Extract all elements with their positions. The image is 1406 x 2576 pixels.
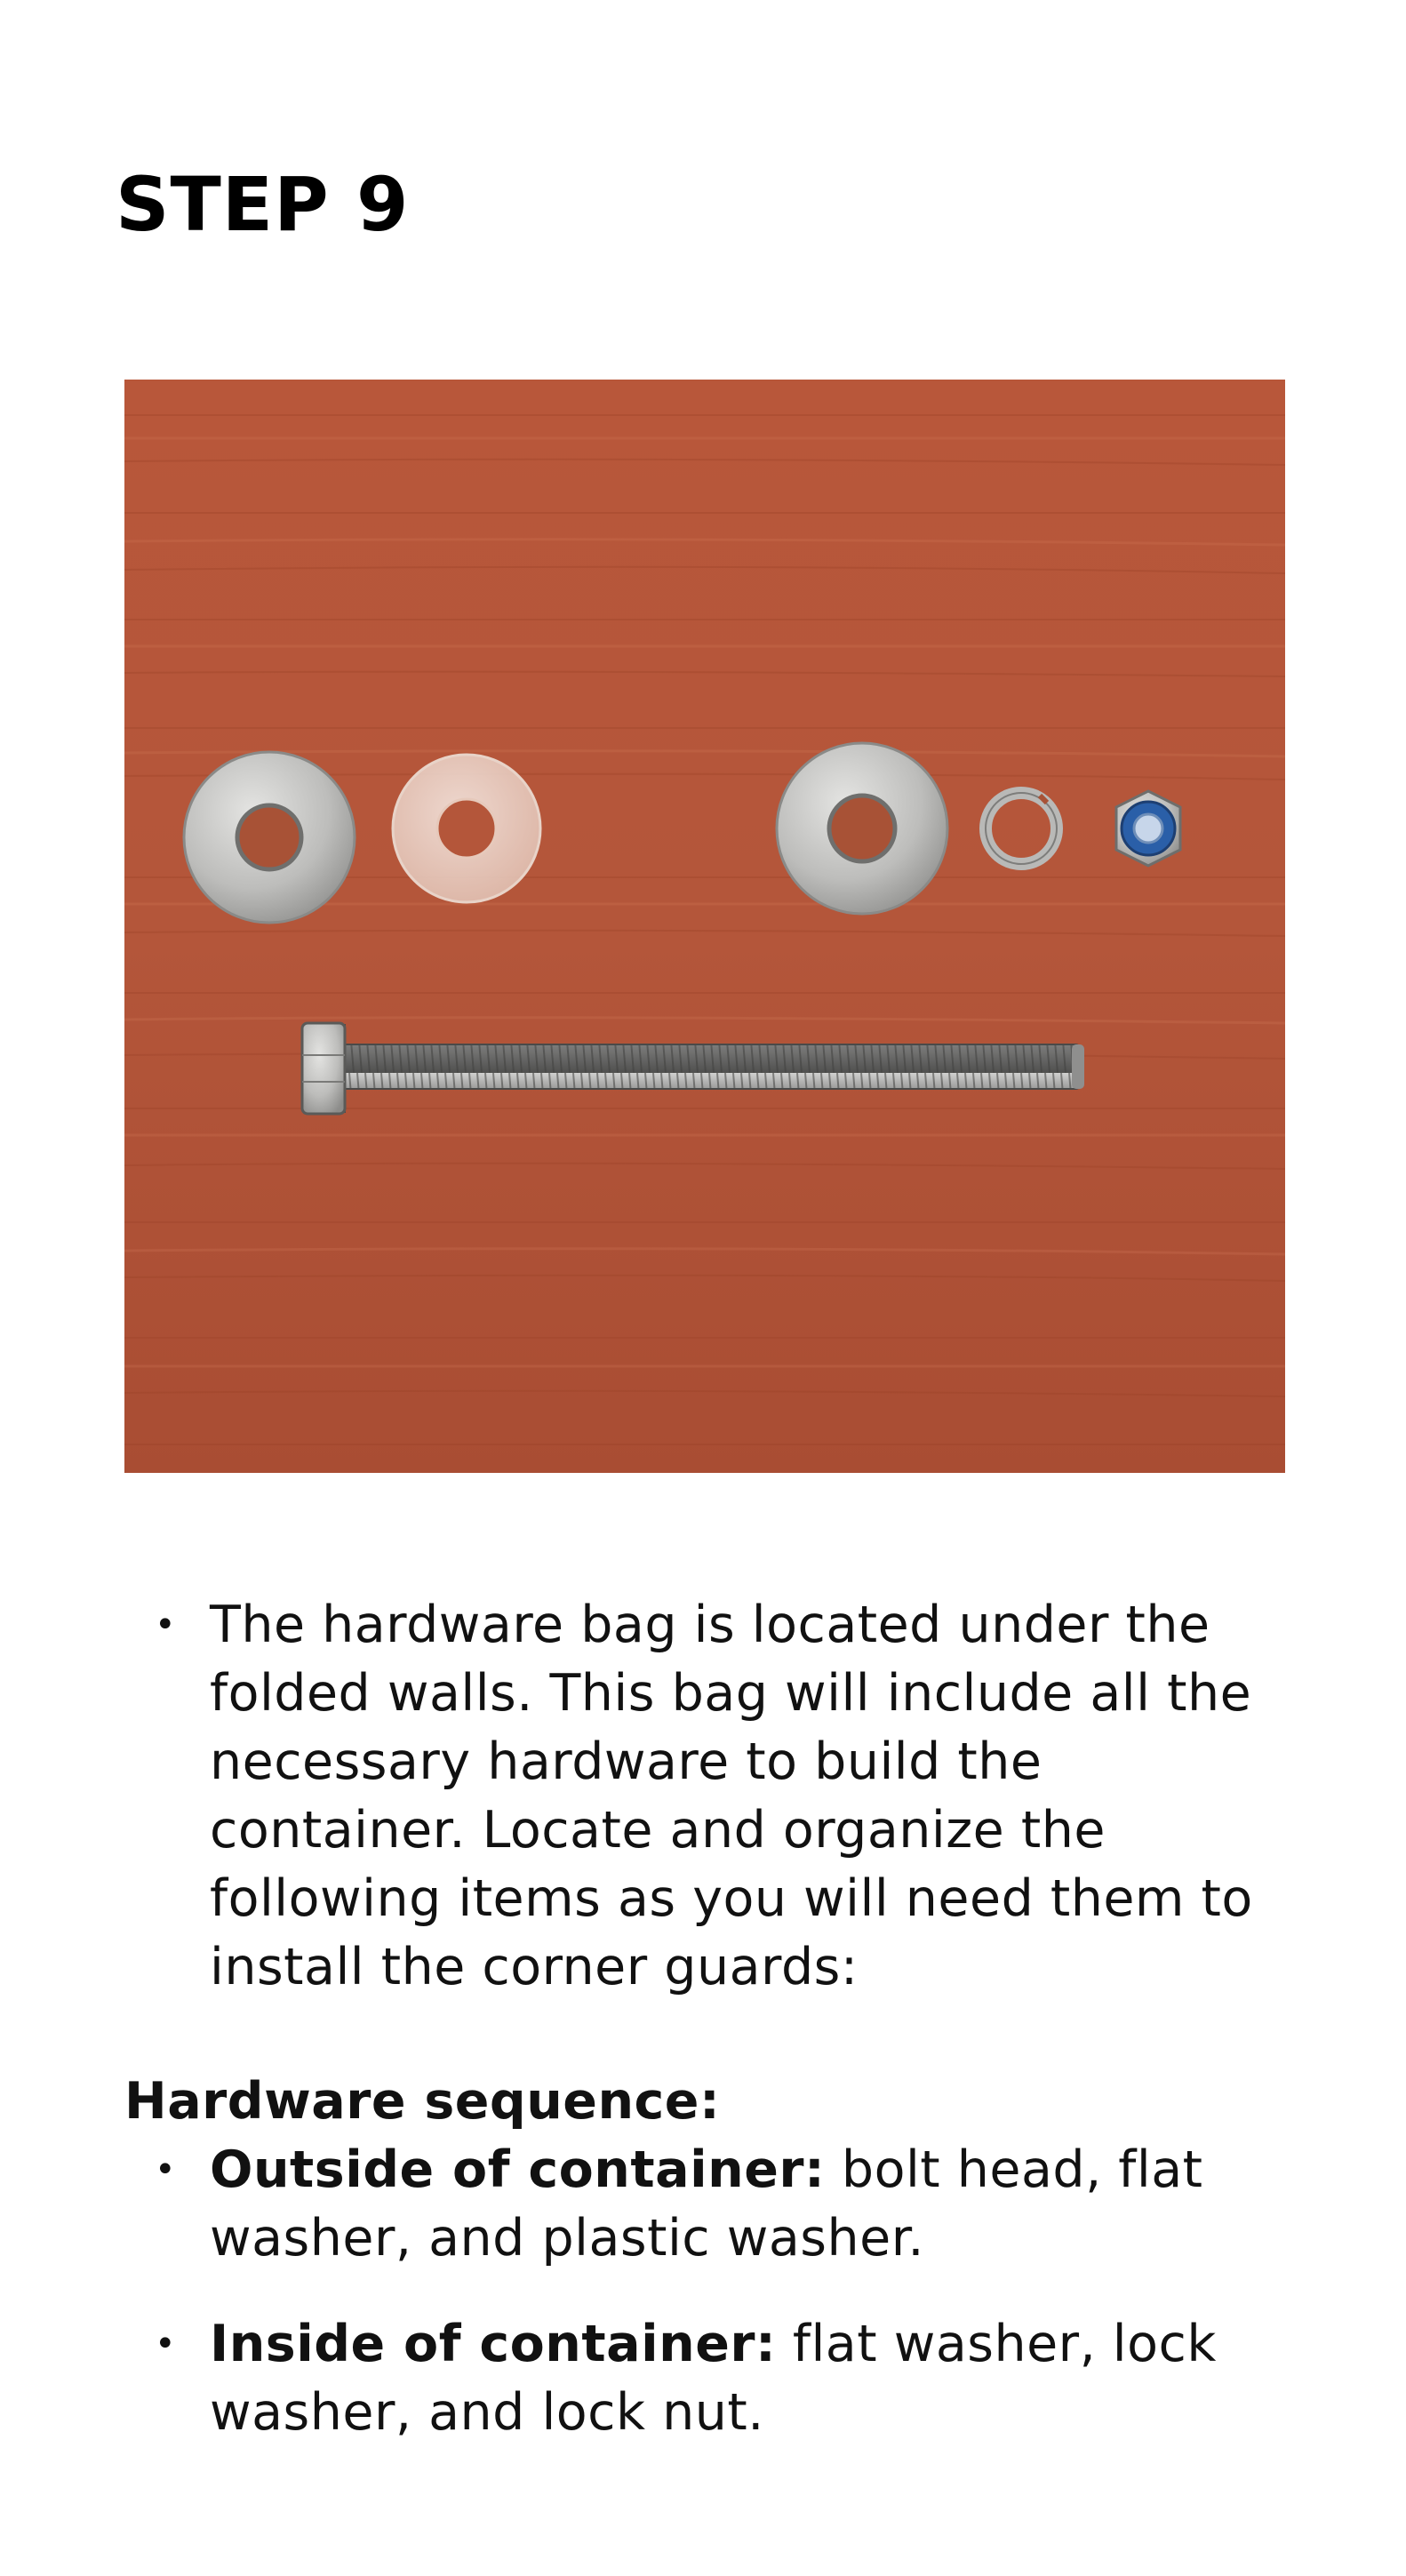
sequence-item-text: bolt head, flat washer, and plastic washer. [210, 2140, 1203, 2268]
flat-washer-outside [184, 752, 355, 923]
sequence-item-label: Inside of container: [210, 2315, 777, 2373]
flat-washer-inside [777, 743, 947, 914]
sequence-item-label: Outside of container: [210, 2140, 826, 2199]
sequence-heading: Hardware sequence: [124, 2072, 721, 2131]
lock-nut [1116, 791, 1180, 866]
bullet-icon: • [155, 2149, 177, 2190]
step-title: STEP 9 [116, 161, 410, 248]
bullet-icon: • [155, 2324, 177, 2364]
intro-bullet [124, 1591, 1306, 2002]
intro-text: The hardware bag is located under the folded walls. This bag will include all the necessary hardware to build the container. Locate and organize the following items as you will need them to install the corner guards: [210, 1596, 1253, 1996]
sequence-item-inside [124, 2310, 1306, 2447]
bullet-icon: • [155, 1604, 177, 1645]
sequence-list [124, 2136, 1306, 2447]
sequence-item-outside [124, 2136, 1306, 2273]
sequence-item-text: flat washer, lock washer, and lock nut. [210, 2315, 1217, 2442]
hardware-photo [124, 380, 1285, 1473]
intro-list [124, 1591, 1306, 2002]
plastic-washer [393, 755, 540, 902]
instructions [124, 1591, 1306, 2484]
